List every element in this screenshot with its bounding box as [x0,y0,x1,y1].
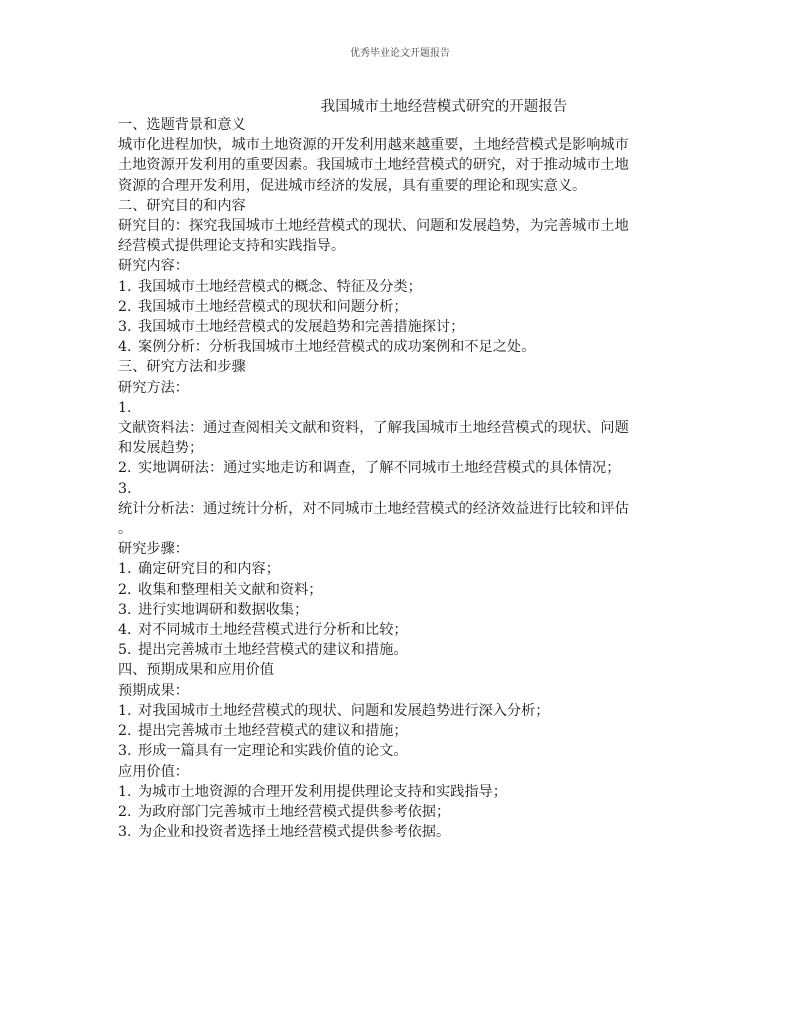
text-line [118,580,688,600]
line-text: 收集和整理相关文献和资料； [138,581,323,598]
line-text: 研究步骤： [118,541,189,558]
line-text: 。 [118,521,133,538]
text-line [118,559,688,579]
line-text: 确定研究目的和内容； [138,561,280,578]
text-line [118,236,688,256]
text-line [118,660,688,680]
text-line [118,176,688,196]
list-number: 1. [118,278,132,295]
line-text: 为政府部门完善城市土地经营模式提供参考依据； [138,803,451,820]
text-line [118,337,688,357]
text-line [118,701,688,721]
text-line [118,539,688,559]
text-line [118,398,688,418]
text-line [118,802,688,822]
line-text: 预期成果： [118,682,189,699]
line-text: 形成一篇具有一定理论和实践价值的论文。 [138,743,408,760]
list-number: 3. [118,824,132,841]
list-number: 3. [118,601,132,618]
line-text: 进行实地调研和数据收集； [138,601,309,618]
line-text: 资源的合理开发利用，促进城市经济的发展，具有重要的理论和现实意义。 [118,177,587,194]
line-text: 经营模式提供理论支持和实践指导。 [118,238,346,255]
line-text: 统计分析法：通过统计分析，对不同城市土地经营模式的经济效益进行比较和评估 [118,500,629,517]
line-text: 1. [118,399,132,416]
line-text: 3. [118,480,132,497]
text-line [118,317,688,337]
line-text: 为企业和投资者选择土地经营模式提供参考依据。 [138,824,451,841]
text-line [118,418,688,438]
line-text: 对不同城市土地经营模式进行分析和比较； [138,622,408,639]
line-text: 提出完善城市土地经营模式的建议和措施。 [138,642,408,659]
text-line [118,762,688,782]
text-line [118,479,688,499]
line-text: 为城市土地资源的合理开发利用提供理论支持和实践指导； [138,783,507,800]
line-text: 我国城市土地经营模式的发展趋势和完善措施探讨； [138,319,465,336]
line-text: 提出完善城市土地经营模式的建议和措施； [138,723,408,740]
text-line [118,256,688,276]
text-line [118,681,688,701]
line-text: 文献资料法：通过查阅相关文献和资料，了解我国城市土地经营模式的现状、问题 [118,420,629,437]
text-line [118,458,688,478]
line-text: 我国城市土地经营模式的概念、特征及分类； [138,278,422,295]
text-line [118,620,688,640]
document-title: 我国城市土地经营模式研究的开题报告 [320,99,568,115]
text-line [118,519,688,539]
list-number: 3. [118,319,132,336]
text-line [118,277,688,297]
line-text: 和发展趋势； [118,440,204,457]
list-number: 2. [118,803,132,820]
text-line [118,600,688,620]
list-number: 2. [118,298,132,315]
list-number: 2. [118,460,132,477]
line-text: 城市化进程加快，城市土地资源的开发利用越来越重要，土地经营模式是影响城市 [118,137,629,154]
text-line [118,216,688,236]
text-line [118,438,688,458]
line-text: 实地调研法：通过实地走访和调查，了解不同城市土地经营模式的具体情况； [138,460,621,477]
line-text: 三、研究方法和步骤 [118,359,246,376]
list-number: 3. [118,743,132,760]
document-body [118,115,688,842]
text-line [118,357,688,377]
list-number: 1. [118,783,132,800]
text-line [118,196,688,216]
text-line [118,499,688,519]
text-line [118,155,688,175]
line-text: 四、预期成果和应用价值 [118,662,275,679]
line-text: 研究方法： [118,379,189,396]
list-number: 4. [118,339,132,356]
line-text: 案例分析：分析我国城市土地经营模式的成功案例和不足之处。 [138,339,536,356]
line-text: 我国城市土地经营模式的现状和问题分析； [138,298,408,315]
line-text: 对我国城市土地经营模式的现状、问题和发展趋势进行深入分析； [138,702,550,719]
text-line [118,135,688,155]
line-text: 应用价值： [118,763,189,780]
text-line [118,115,688,135]
text-line [118,378,688,398]
list-number: 4. [118,622,132,639]
running-header: 优秀毕业论文开题报告 [350,48,450,59]
text-line [118,721,688,741]
line-text: 一、选题背景和意义 [118,117,246,133]
text-line [118,822,688,842]
text-line [118,741,688,761]
text-line [118,297,688,317]
list-number: 1. [118,561,132,578]
text-line [118,640,688,660]
line-text: 土地资源开发利用的重要因素。我国城市土地经营模式的研究，对于推动城市土地 [118,157,629,174]
line-text: 研究内容： [118,258,189,275]
line-text: 研究目的：探究我国城市土地经营模式的现状、问题和发展趋势，为完善城市土地 [118,218,629,235]
list-number: 2. [118,581,132,598]
list-number: 5. [118,642,132,659]
list-number: 1. [118,702,132,719]
line-text: 二、研究目的和内容 [118,197,246,214]
list-number: 2. [118,723,132,740]
text-line [118,782,688,802]
